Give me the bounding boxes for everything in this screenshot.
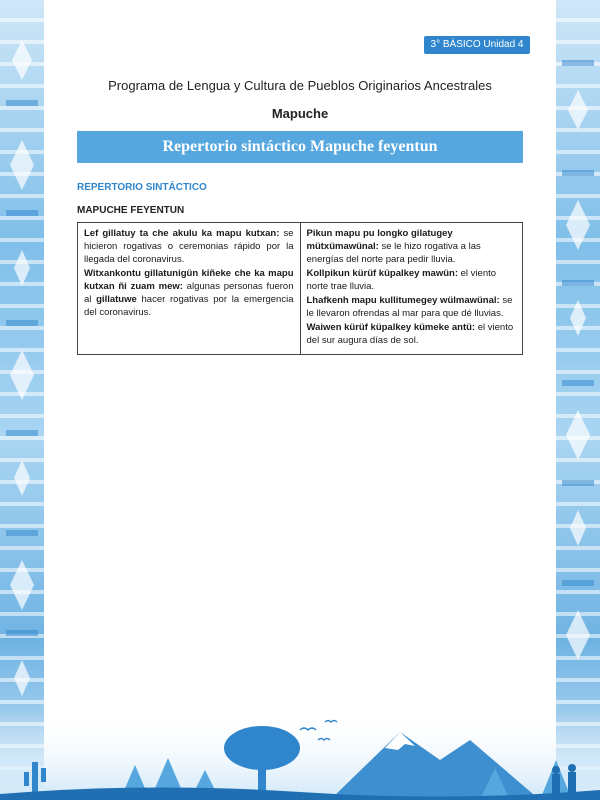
spanish-meaning: el viento norte trae lluvia.	[306, 268, 497, 292]
repertoire-table	[77, 222, 523, 355]
spanish-meaning: se le hizo rogativa a las energías del norte para pedir lluvia.	[306, 241, 481, 265]
mapudungun-term: Kollpikun kürüf küpalkey mawün:	[306, 268, 458, 279]
spanish-meaning: se hicieron rogativas o ceremonias rápido por la llegada del coronavirus.	[84, 228, 294, 265]
section-heading: REPERTORIO SINTÁCTICO	[77, 182, 207, 193]
spanish-meaning: el viento del sur augura días de sol.	[306, 322, 514, 346]
grade-unit-badge: 3° BÁSICO Unidad 4	[424, 36, 530, 54]
table-entry	[84, 227, 294, 266]
mapudungun-term: Witxankontu gillatunigün kiñeke che ka mapu kutxan ñi zuam mew:	[84, 268, 294, 292]
mapudungun-term: Pikun mapu pu longko gilatugey mütxümawünal:	[306, 228, 453, 252]
table-cell-left	[78, 223, 301, 355]
table-entry	[84, 267, 294, 319]
spanish-meaning: se le llevaron ofrendas al mar para que dé lluvias.	[306, 295, 513, 319]
mapudungun-term: Lhafkenh mapu kullitumegey wülmawünal:	[306, 295, 500, 306]
mapudungun-term: Lef gillatuy ta che akulu ka mapu kutxan:	[84, 228, 280, 239]
mapudungun-term: Waiwen kürüf küpalkey kümeke antü:	[306, 322, 476, 333]
landscape-footer-illustration	[0, 710, 600, 800]
section-subheading: MAPUCHE FEYENTUN	[77, 205, 185, 216]
mapudungun-term: gillatuwe	[96, 294, 137, 305]
table-row	[78, 223, 523, 355]
table-entry	[307, 227, 517, 266]
spanish-meaning: algunas personas fueron al	[84, 281, 294, 305]
table-entry	[307, 294, 517, 320]
table-entry	[307, 267, 517, 293]
people-subtitle: Mapuche	[271, 106, 329, 121]
spanish-meaning: hacer rogativas por la emergencia del coronavirus.	[84, 294, 294, 318]
page-title-banner: Repertorio sintáctico Mapuche feyentun	[77, 131, 523, 163]
table-cell-right	[300, 223, 523, 355]
table-entry	[307, 321, 517, 347]
program-title: Programa de Lengua y Cultura de Pueblos Originarios Ancestrales	[108, 78, 492, 93]
